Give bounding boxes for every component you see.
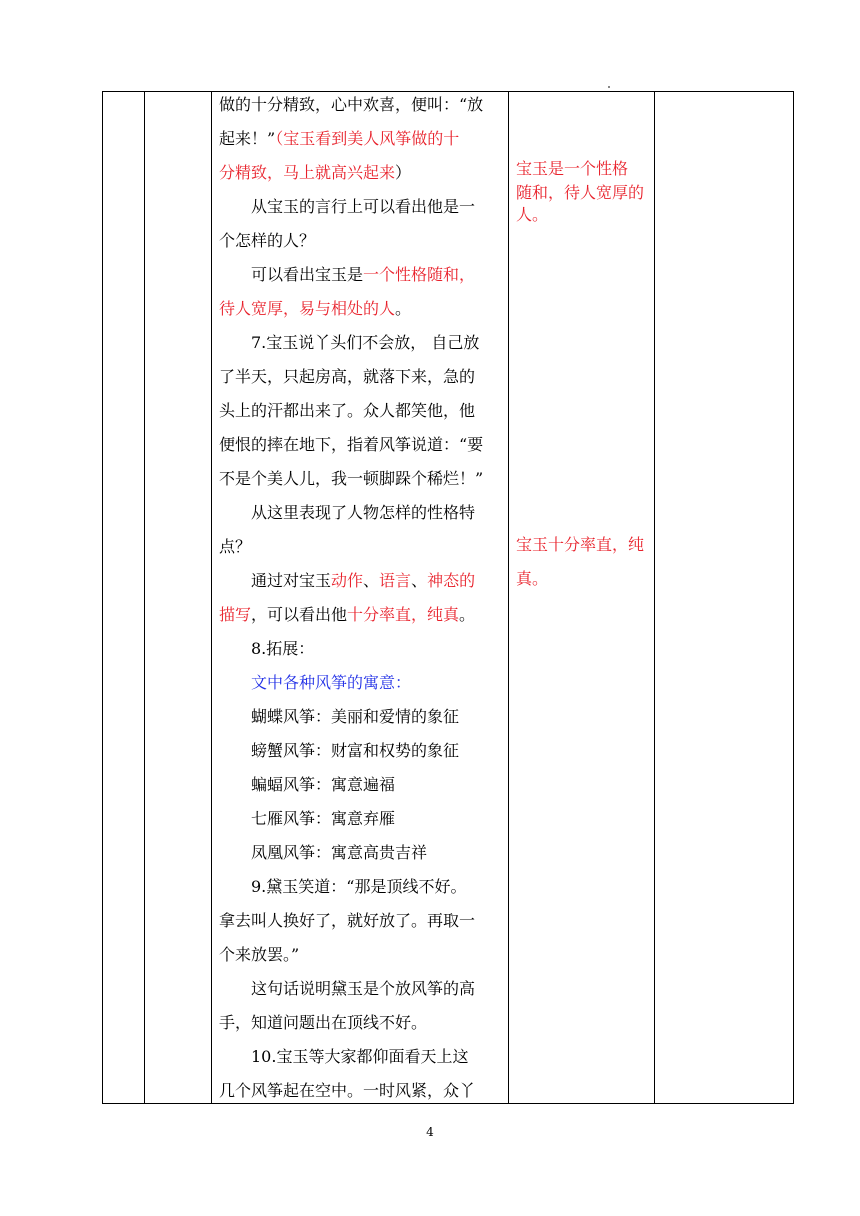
content-line <box>219 163 508 183</box>
text-run: 螃蟹风筝：财富和权势的象征 <box>251 741 460 760</box>
text-run: 蝙蝠风筝：寓意遍福 <box>251 775 396 794</box>
text-run: 待人宽厚，易与相处的人 <box>219 299 396 318</box>
content-line <box>219 843 508 863</box>
text-run: 语言 <box>379 571 412 590</box>
content-line <box>219 537 508 557</box>
text-run: 了半天，只起房高，就落下来，急的 <box>219 367 476 386</box>
content-line <box>219 605 508 625</box>
text-run: 不是个美人儿，我一顿脚跺个稀烂！” <box>219 469 484 488</box>
content-line <box>219 333 508 353</box>
content-line <box>219 945 508 965</box>
text-run: 、 <box>363 571 380 590</box>
text-run: 个来放罢。” <box>219 945 300 964</box>
text-run: 做的十分精致，心中欢喜，便叫：“放 <box>219 95 484 114</box>
text-run: 手，知道问题出在顶线不好。 <box>219 1013 428 1032</box>
content-line <box>219 367 508 387</box>
page-number: 4 <box>426 1125 434 1139</box>
text-run: 分精致，马上就高兴起来 <box>219 163 396 182</box>
note-line: 随和，待人宽厚的 <box>516 183 645 202</box>
note-line: 宝玉十分率直，纯 <box>516 535 645 554</box>
column-divider-1 <box>144 91 145 1104</box>
text-run: 点？ <box>219 537 252 556</box>
content-line <box>219 1047 508 1067</box>
content-line <box>219 129 508 149</box>
text-run: ） <box>395 163 412 182</box>
text-run: 几个风筝起在空中。一时风紧，众丫 <box>219 1081 476 1100</box>
content-line <box>219 979 508 999</box>
text-run: 这句话说明黛玉是个放风筝的高 <box>251 979 476 998</box>
text-run: 十分率直，纯真 <box>347 605 460 624</box>
content-line <box>219 775 508 795</box>
content-line <box>219 809 508 829</box>
text-run: 神态的 <box>427 571 476 590</box>
content-line <box>219 299 508 319</box>
text-run: ，可以看出他 <box>251 605 348 624</box>
content-line <box>219 1081 508 1101</box>
lesson-content-column <box>219 91 508 1104</box>
content-line <box>219 877 508 897</box>
content-line <box>219 673 508 693</box>
text-run: 文中各种风筝的寓意： <box>251 673 412 692</box>
content-line <box>219 197 508 217</box>
text-run: 10.宝玉等大家都仰面看天上这 <box>251 1047 469 1066</box>
text-run: 七雁风筝：寓意弃雁 <box>251 809 396 828</box>
content-line <box>219 231 508 251</box>
note-line: 人。 <box>516 205 549 224</box>
text-run: 7.宝玉说丫头们不会放， 自己放 <box>251 333 480 352</box>
content-line <box>219 571 508 591</box>
text-run: 通过对宝玉 <box>251 571 332 590</box>
content-line <box>219 469 508 489</box>
text-run: 头上的汗都出来了。众人都笑他，他 <box>219 401 476 420</box>
text-run: 、 <box>411 571 428 590</box>
table-border-right <box>793 91 794 1104</box>
text-run: 。 <box>459 605 476 624</box>
text-run: 个怎样的人？ <box>219 231 316 250</box>
table-border-left <box>102 91 103 1104</box>
content-line <box>219 265 508 285</box>
content-line <box>219 401 508 421</box>
content-line <box>219 639 508 659</box>
column-divider-2 <box>211 91 212 1104</box>
content-line <box>219 741 508 761</box>
text-run: （宝玉看到美人风筝做的十 <box>275 129 460 148</box>
text-run: 描写 <box>219 605 252 624</box>
text-run: 9.黛玉笑道：“那是顶线不好。 <box>251 877 467 896</box>
note-line: 真。 <box>516 569 549 588</box>
text-run: 从宝玉的言行上可以看出他是一 <box>251 197 476 216</box>
text-run: 8.拓展： <box>251 639 315 658</box>
content-line <box>219 1013 508 1033</box>
marker-dot <box>608 86 610 88</box>
content-line <box>219 503 508 523</box>
column-divider-3 <box>508 91 509 1104</box>
text-run: 拿去叫人换好了，就好放了。再取一 <box>219 911 476 930</box>
text-run: 。 <box>395 299 412 318</box>
text-run: 起来！” <box>219 129 276 148</box>
content-line <box>219 911 508 931</box>
content-line <box>219 95 508 115</box>
content-line <box>219 435 508 455</box>
text-run: 凤凰风筝：寓意高贵吉祥 <box>251 843 428 862</box>
text-run: 一个性格随和， <box>363 265 476 284</box>
text-run: 可以看出宝玉是 <box>251 265 364 284</box>
text-run: 从这里表现了人物怎样的性格特 <box>251 503 476 522</box>
text-run: 便恨的摔在地下，指着风筝说道：“要 <box>219 435 484 454</box>
text-run: 蝴蝶风筝：美丽和爱情的象征 <box>251 707 460 726</box>
column-divider-4 <box>654 91 655 1104</box>
text-run: 动作 <box>331 571 364 590</box>
note-line: 宝玉是一个性格 <box>516 159 629 178</box>
notes-column <box>516 91 650 1104</box>
lesson-table <box>102 91 794 1104</box>
content-line <box>219 707 508 727</box>
